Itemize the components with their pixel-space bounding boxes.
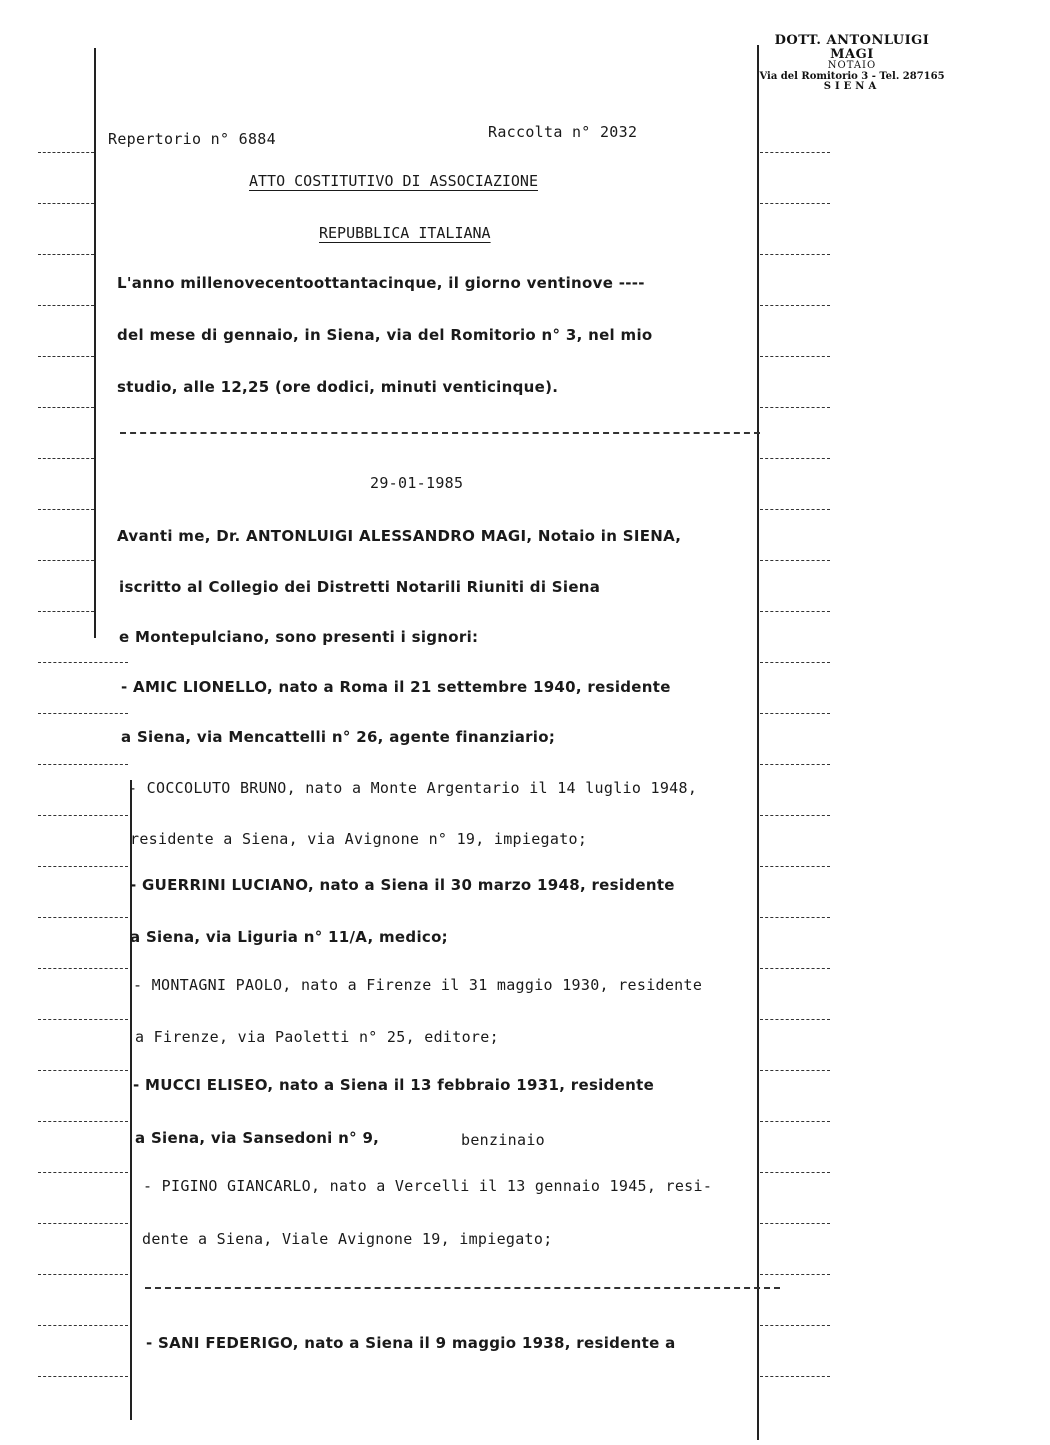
ruled-line	[38, 764, 128, 765]
ruled-line	[38, 305, 94, 306]
ruled-line	[760, 152, 830, 153]
ruled-line	[760, 458, 830, 459]
ruled-line	[38, 1376, 128, 1377]
intro-line: studio, alle 12,25 (ore dodici, minuti venticinque).	[117, 378, 559, 396]
ruled-line	[760, 1223, 830, 1224]
stamp-name: DOTT. ANTONLUIGI MAGI	[774, 33, 930, 62]
ruled-line	[38, 407, 94, 408]
ruled-line	[38, 509, 94, 510]
ruled-line	[760, 1376, 830, 1377]
ruled-line	[760, 305, 830, 306]
ruled-line	[38, 152, 94, 153]
ruled-line	[760, 917, 830, 918]
ruled-line	[38, 458, 94, 459]
document-title: ATTO COSTITUTIVO DI ASSOCIAZIONE	[249, 172, 538, 190]
person-line: - MUCCI ELISEO, nato a Siena il 13 febbraio 1931, residente	[133, 1076, 655, 1094]
ruled-line	[760, 1121, 830, 1122]
ruled-line	[760, 1070, 830, 1071]
ruled-line	[38, 254, 94, 255]
ruled-line	[760, 509, 830, 510]
ruled-line	[760, 1019, 830, 1020]
ruled-line	[38, 203, 94, 204]
intro-line: L'anno millenovecentoottantacinque, il giorno ventinove ----	[117, 274, 645, 292]
person-line: a Siena, via Sansedoni n° 9,	[135, 1129, 380, 1147]
body-line: Avanti me, Dr. ANTONLUIGI ALESSANDRO MAGI, Notaio in SIENA,	[117, 527, 682, 545]
person-line: a Siena, via Liguria n° 11/A, medico;	[130, 928, 448, 946]
person-line: a Siena, via Mencattelli n° 26, agente finanziario;	[121, 728, 556, 746]
separator-line	[145, 1287, 780, 1289]
ruled-line	[760, 1274, 830, 1275]
ruled-line	[760, 968, 830, 969]
person-line: a Firenze, via Paoletti n° 25, editore;	[135, 1028, 499, 1046]
ruled-line	[760, 560, 830, 561]
ruled-line	[38, 1223, 128, 1224]
stamp-title: NOTAIO	[827, 60, 877, 72]
person-line: - PIGINO GIANCARLO, nato a Vercelli il 13 gennaio 1945, resi-	[143, 1177, 713, 1195]
ruled-line	[38, 815, 128, 816]
person-line: - AMIC LIONELLO, nato a Roma il 21 settembre 1940, residente	[121, 678, 671, 696]
ruled-line	[760, 407, 830, 408]
ruled-line	[760, 356, 830, 357]
republic-heading: REPUBBLICA ITALIANA	[319, 224, 491, 242]
person-line: residente a Siena, via Avignone n° 19, impiegato;	[130, 830, 588, 848]
ruled-line	[38, 968, 128, 969]
ruled-line	[38, 662, 128, 663]
body-line: e Montepulciano, sono presenti i signori:	[119, 628, 479, 646]
left-margin-rule	[94, 48, 96, 638]
stamp-address: Via del Romitorio 3 - Tel. 287165	[759, 70, 945, 82]
ruled-line	[760, 662, 830, 663]
ruled-line	[38, 1070, 128, 1071]
person-line: dente a Siena, Viale Avignone 19, impiegato;	[142, 1230, 553, 1248]
right-margin-rule	[757, 45, 759, 1440]
ruled-line	[38, 560, 94, 561]
stamp-city: SIENA	[823, 81, 881, 93]
ruled-line	[38, 1172, 128, 1173]
ruled-line	[38, 356, 94, 357]
separator-line	[120, 432, 760, 434]
ruled-line	[760, 203, 830, 204]
body-line: iscritto al Collegio dei Distretti Notarili Riuniti di Siena	[119, 578, 601, 596]
ruled-line	[760, 611, 830, 612]
person-line: - SANI FEDERIGO, nato a Siena il 9 maggio 1938, residente a	[146, 1334, 676, 1352]
ruled-line	[760, 866, 830, 867]
ruled-line	[38, 1121, 128, 1122]
ruled-line	[760, 815, 830, 816]
ruled-line	[38, 713, 128, 714]
intro-line: del mese di gennaio, in Siena, via del Romitorio n° 3, nel mio	[117, 326, 653, 344]
repertorio-number: Repertorio n° 6884	[108, 130, 276, 148]
ruled-line	[38, 611, 94, 612]
document-date: 29-01-1985	[370, 474, 464, 492]
ruled-line	[38, 1325, 128, 1326]
ruled-line	[760, 1325, 830, 1326]
ruled-line	[760, 1172, 830, 1173]
ruled-line	[38, 1019, 128, 1020]
person-line: - GUERRINI LUCIANO, nato a Siena il 30 marzo 1948, residente	[130, 876, 675, 894]
notary-stamp	[752, 34, 952, 93]
ruled-line	[38, 1274, 128, 1275]
person-occupation: benzinaio	[461, 1131, 545, 1149]
person-line: - MONTAGNI PAOLO, nato a Firenze il 31 maggio 1930, residente	[133, 976, 703, 994]
ruled-line	[38, 917, 128, 918]
ruled-line	[38, 866, 128, 867]
ruled-line	[760, 254, 830, 255]
ruled-line	[760, 764, 830, 765]
ruled-line	[760, 713, 830, 714]
raccolta-number: Raccolta n° 2032	[488, 123, 638, 141]
person-line: - COCCOLUTO BRUNO, nato a Monte Argentario il 14 luglio 1948,	[128, 779, 698, 797]
